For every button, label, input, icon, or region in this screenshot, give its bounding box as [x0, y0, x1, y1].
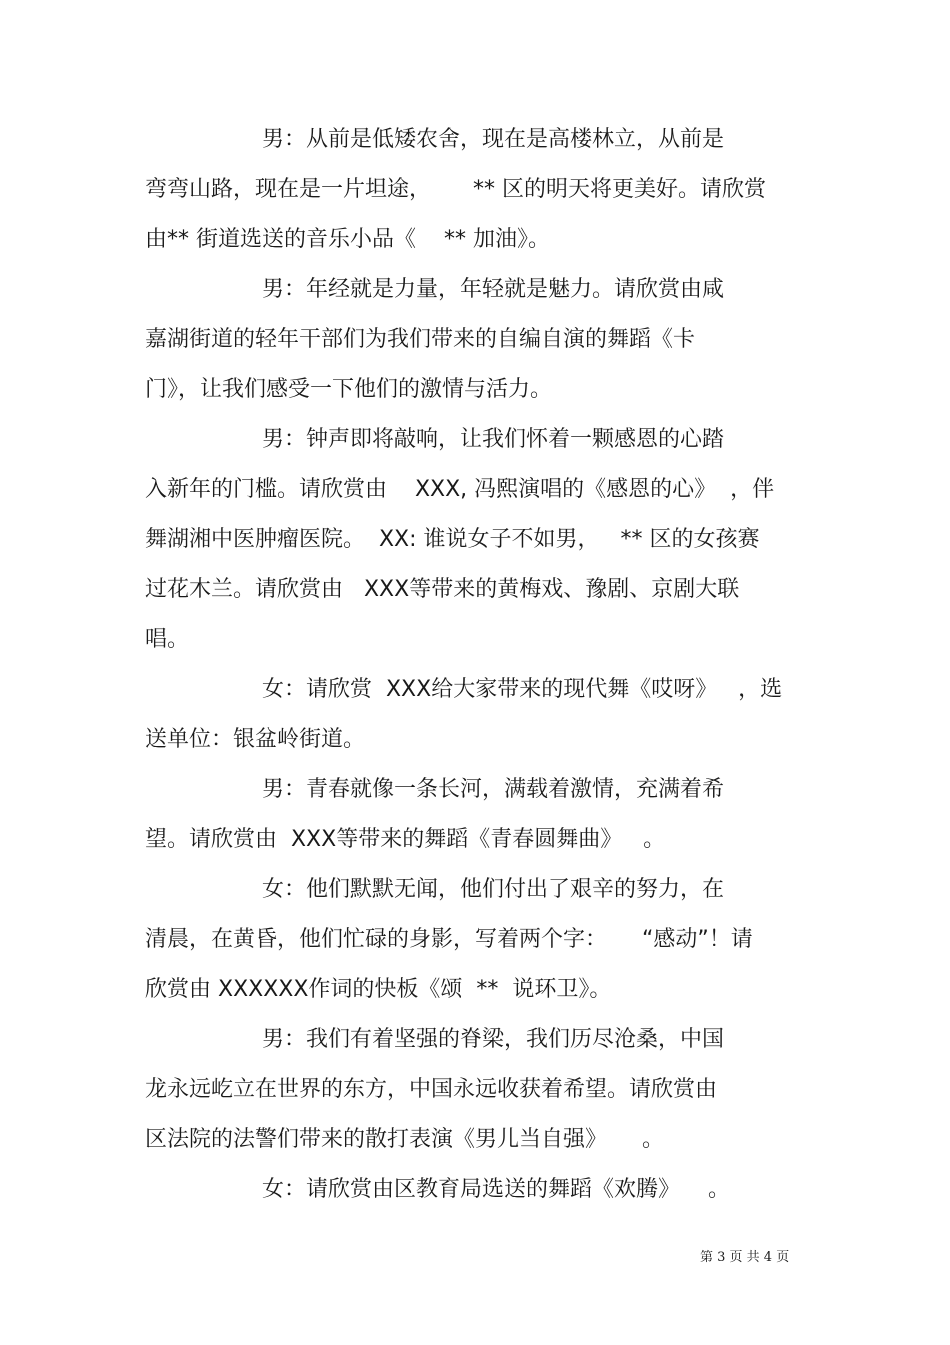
text-line: 龙永远屹立在世界的东方，中国永远收获着希望。请欣赏由	[145, 1077, 718, 1102]
text-line: 男：年经就是力量，年轻就是魅力。请欣赏由咸	[262, 277, 725, 302]
text-line: 欣赏由 XXXXXX作词的快板《颂 ** 说环卫》。	[145, 977, 612, 1002]
text-line: 由** 街道选送的音乐小品《 ** 加油》。	[145, 227, 550, 252]
text-line: 望。请欣赏由 XXX等带来的舞蹈《青春圆舞曲》 。	[145, 827, 666, 852]
text-line: 男：青春就像一条长河，满载着激情，充满着希	[262, 777, 725, 802]
text-line: 嘉湖街道的轻年干部们为我们带来的自编自演的舞蹈《卡	[145, 327, 696, 352]
text-line: 舞湖湘中医肿瘤医院。 XX: 谁说女子不如男， ** 区的女孩赛	[145, 527, 760, 552]
text-line: 男：钟声即将敲响，让我们怀着一颗感恩的心踏	[262, 427, 725, 452]
text-line: 男：从前是低矮农舍，现在是高楼林立，从前是	[262, 127, 725, 152]
text-line: 男：我们有着坚强的脊梁，我们历尽沧桑，中国	[262, 1027, 725, 1052]
text-line: 弯弯山路，现在是一片坦途， ** 区的明天将更美好。请欣赏	[145, 177, 766, 202]
text-line: 女：请欣赏由区教育局选送的舞蹈《欢腾》 。	[262, 1177, 730, 1202]
text-line: 入新年的门槛。请欣赏由 XXX, 冯熙演唱的《感恩的心》 ，伴	[145, 477, 775, 502]
text-line: 女：请欣赏 XXX给大家带来的现代舞《哎呀》 ，选	[262, 677, 783, 702]
text-line: 送单位：银盆岭街道。	[145, 727, 366, 752]
text-line: 清晨，在黄昏，他们忙碌的身影，写着两个字： “感动”！请	[145, 927, 753, 952]
text-line: 区法院的法警们带来的散打表演《男儿当自强》 。	[145, 1127, 664, 1152]
text-line: 唱。	[145, 627, 190, 652]
text-line: 门》，让我们感受一下他们的激情与活力。	[145, 377, 553, 402]
text-line: 过花木兰。请欣赏由 XXX等带来的黄梅戏、豫剧、京剧大联	[145, 577, 740, 602]
text-line: 女：他们默默无闻，他们付出了艰辛的努力，在	[262, 877, 725, 902]
page-number-footer: 第 3 页 共 4 页	[700, 1250, 790, 1265]
